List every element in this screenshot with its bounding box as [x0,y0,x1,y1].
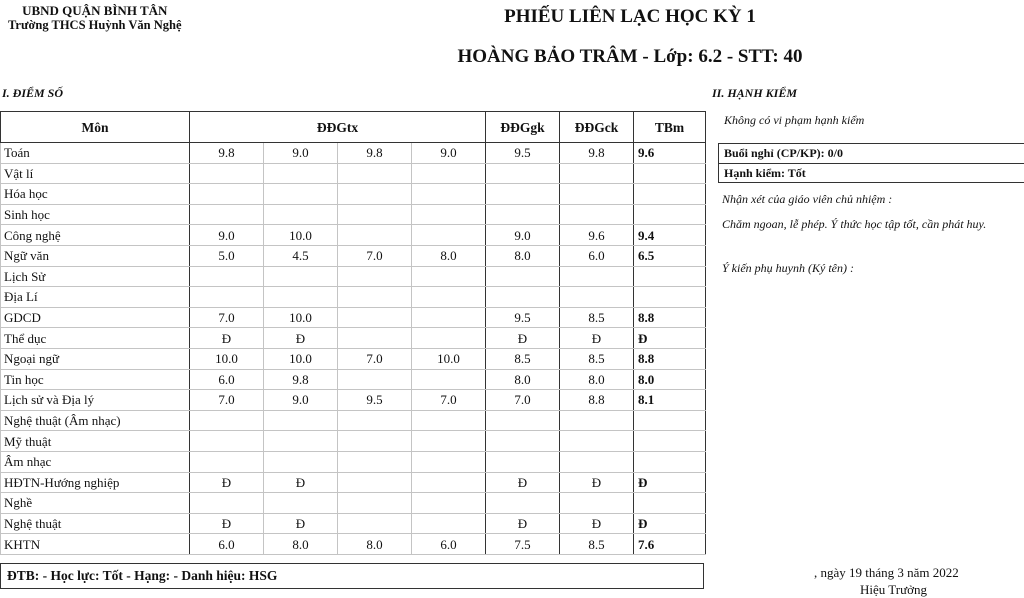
subject-name: KHTN [1,534,190,555]
table-row [1,493,706,514]
score-ddgtx [264,163,338,184]
score-ddgtx: 10.0 [412,348,486,369]
score-ddgtx [338,493,412,514]
header-ddggk: ĐĐGgk [486,112,560,143]
subject-name: GDCD [1,307,190,328]
table-row [1,143,706,164]
score-ddgck [560,266,634,287]
score-tbm [634,451,706,472]
score-ddgck [560,184,634,205]
score-ddgck [560,163,634,184]
score-ddgtx [338,369,412,390]
table-row [1,431,706,452]
score-ddgtx: 10.0 [264,307,338,328]
score-ddgtx [264,431,338,452]
table-row [1,184,706,205]
teacher-comment: Chăm ngoan, lễ phép. Ý thức học tập tốt, cần phát huy. [722,217,987,231]
score-ddgck: Đ [560,472,634,493]
score-tbm: 9.4 [634,225,706,246]
table-row [1,245,706,266]
subject-name: Công nghệ [1,225,190,246]
score-ddggk: 8.0 [486,245,560,266]
table-header-row [1,112,706,143]
score-ddgtx [412,184,486,205]
subject-name: Địa Lí [1,287,190,308]
score-ddggk [486,410,560,431]
score-tbm: 8.8 [634,348,706,369]
score-ddgtx [412,204,486,225]
score-ddgck: 9.6 [560,225,634,246]
table-row [1,204,706,225]
table-row [1,307,706,328]
score-ddgtx [338,410,412,431]
table-row [1,287,706,308]
score-ddgtx: 9.0 [264,143,338,164]
score-ddgtx [190,287,264,308]
header-ddgtx: ĐĐGtx [190,112,486,143]
teacher-comment-label: Nhận xét của giáo viên chủ nhiệm : [722,192,893,206]
score-ddgtx: 9.5 [338,390,412,411]
score-ddggk: 8.0 [486,369,560,390]
score-ddggk: Đ [486,328,560,349]
score-ddgtx [264,266,338,287]
score-ddgtx: 9.8 [190,143,264,164]
score-ddgtx [338,225,412,246]
score-ddggk: Đ [486,472,560,493]
score-ddgtx [338,204,412,225]
score-ddgtx [338,163,412,184]
score-ddggk: 9.5 [486,143,560,164]
score-ddgtx [412,328,486,349]
score-ddgtx [190,266,264,287]
score-ddgtx: 5.0 [190,245,264,266]
score-tbm [634,493,706,514]
school-name: Trường THCS Huỳnh Văn Nghệ [8,18,182,32]
subject-name: Thể dục [1,328,190,349]
score-ddgtx: 10.0 [264,348,338,369]
table-row [1,369,706,390]
table-row [1,266,706,287]
score-ddggk [486,431,560,452]
score-ddgtx [338,328,412,349]
score-ddgtx [338,266,412,287]
score-ddgtx: 7.0 [338,348,412,369]
score-tbm [634,410,706,431]
score-ddgtx [190,493,264,514]
score-ddgtx: Đ [264,513,338,534]
score-ddgtx [264,287,338,308]
score-ddgtx: 7.0 [190,307,264,328]
score-ddggk: 8.5 [486,348,560,369]
score-ddgck [560,451,634,472]
score-ddgtx [412,451,486,472]
score-ddgtx: Đ [264,472,338,493]
score-ddgck: 8.8 [560,390,634,411]
score-ddgtx: Đ [264,328,338,349]
score-ddgck: 9.8 [560,143,634,164]
score-ddggk [486,493,560,514]
score-ddgtx: 7.0 [412,390,486,411]
score-tbm: 8.8 [634,307,706,328]
table-row [1,513,706,534]
score-ddgtx [412,493,486,514]
score-ddgtx: 9.8 [338,143,412,164]
conduct-box [718,143,1024,183]
subject-name: Tin học [1,369,190,390]
score-ddgtx: 8.0 [264,534,338,555]
subject-name: Ngữ văn [1,245,190,266]
score-ddgtx [338,451,412,472]
score-tbm [634,287,706,308]
score-ddgtx [412,410,486,431]
score-tbm [634,204,706,225]
table-row [1,472,706,493]
score-tbm [634,431,706,452]
score-ddgck [560,410,634,431]
score-ddgtx [412,307,486,328]
score-ddgtx: 8.0 [338,534,412,555]
score-ddgtx: Đ [190,328,264,349]
score-ddgtx [264,184,338,205]
score-ddgtx: 6.0 [190,534,264,555]
score-ddgtx [412,287,486,308]
score-ddggk [486,163,560,184]
score-ddgtx: 10.0 [264,225,338,246]
score-ddgtx: 8.0 [412,245,486,266]
summary-box: ĐTB: - Học lực: Tốt - Hạng: - Danh hiệu: HSG [0,563,704,589]
subject-name: Toán [1,143,190,164]
subject-name: HĐTN-Hướng nghiệp [1,472,190,493]
score-ddgck [560,287,634,308]
table-row [1,410,706,431]
subject-name: Vật lí [1,163,190,184]
score-ddgtx: 9.8 [264,369,338,390]
parent-signature-label: Ý kiến phụ huynh (Ký tên) : [722,261,854,275]
section-grades-heading: I. ĐIỂM SỐ [2,86,64,100]
score-tbm: Đ [634,513,706,534]
subject-name: Lịch sử và Địa lý [1,390,190,411]
header-tbm: TBm [634,112,706,143]
score-tbm [634,163,706,184]
subject-name: Mỹ thuật [1,431,190,452]
score-ddgtx [264,493,338,514]
score-tbm [634,266,706,287]
score-ddgtx [338,431,412,452]
subject-name: Nghệ thuật [1,513,190,534]
table-row [1,163,706,184]
score-ddgtx [264,410,338,431]
score-ddgtx [190,184,264,205]
subject-name: Âm nhạc [1,451,190,472]
score-ddggk: 9.0 [486,225,560,246]
report-title: PHIẾU LIÊN LẠC HỌC KỲ 1 [504,6,756,27]
score-ddgck: 8.5 [560,307,634,328]
score-ddgtx: 6.0 [412,534,486,555]
score-ddgck [560,431,634,452]
table-row [1,328,706,349]
district-name: UBND QUẬN BÌNH TÂN [22,3,168,18]
score-ddgtx: 10.0 [190,348,264,369]
student-info: HOÀNG BẢO TRÂM - Lớp: 6.2 - STT: 40 [457,46,803,67]
subject-name: Nghề [1,493,190,514]
table-row [1,534,706,555]
score-tbm: 8.1 [634,390,706,411]
score-ddgck: 6.0 [560,245,634,266]
conduct-rating: Hạnh kiểm: Tốt [719,163,1024,183]
score-ddgtx [412,225,486,246]
score-tbm: 6.5 [634,245,706,266]
score-ddgck: Đ [560,513,634,534]
score-ddgtx: 9.0 [190,225,264,246]
score-ddgck [560,493,634,514]
section-conduct-heading: II. HẠNH KIỂM [712,86,798,100]
score-tbm: Đ [634,328,706,349]
score-ddggk: 7.5 [486,534,560,555]
score-ddgtx [412,513,486,534]
score-tbm: 7.6 [634,534,706,555]
score-ddgtx: 7.0 [190,390,264,411]
score-ddgtx [190,410,264,431]
subject-name: Hóa học [1,184,190,205]
score-ddgtx [338,307,412,328]
score-ddgtx: Đ [190,472,264,493]
score-ddgtx: 7.0 [338,245,412,266]
score-ddgtx [338,184,412,205]
score-ddggk [486,266,560,287]
score-ddgtx: 9.0 [264,390,338,411]
table-row [1,390,706,411]
score-ddgtx [338,513,412,534]
header-ddgck: ĐĐGck [560,112,634,143]
score-ddggk: 7.0 [486,390,560,411]
score-ddgtx [412,431,486,452]
score-ddgtx [190,431,264,452]
score-ddgtx [264,451,338,472]
score-ddgtx [338,472,412,493]
score-ddgtx [190,204,264,225]
score-ddggk [486,451,560,472]
score-ddgtx: 4.5 [264,245,338,266]
score-tbm: 8.0 [634,369,706,390]
header-subject: Môn [1,112,190,143]
score-ddgck [560,204,634,225]
table-row [1,451,706,472]
conduct-note: Không có vi phạm hạnh kiểm [724,113,865,127]
score-ddgtx [412,472,486,493]
table-row [1,225,706,246]
score-tbm [634,184,706,205]
subject-name: Ngoại ngữ [1,348,190,369]
score-ddgtx: Đ [190,513,264,534]
score-ddgtx [412,266,486,287]
score-ddgck: 8.5 [560,348,634,369]
score-ddgtx [264,204,338,225]
score-ddggk [486,287,560,308]
grades-table [0,111,706,555]
date-line: , ngày 19 tháng 3 năm 2022 [814,565,959,580]
score-tbm: Đ [634,472,706,493]
score-ddggk [486,204,560,225]
score-ddgtx [412,369,486,390]
score-ddggk: 9.5 [486,307,560,328]
score-tbm: 9.6 [634,143,706,164]
score-ddgtx [190,163,264,184]
subject-name: Lịch Sử [1,266,190,287]
subject-name: Nghệ thuật (Âm nhạc) [1,410,190,431]
score-ddgck: 8.0 [560,369,634,390]
score-ddgck: 8.5 [560,534,634,555]
score-ddgtx [412,163,486,184]
principal-label: Hiệu Trưởng [860,582,928,597]
subject-name: Sinh học [1,204,190,225]
score-ddgtx: 9.0 [412,143,486,164]
score-ddggk: Đ [486,513,560,534]
school-header [8,4,182,32]
score-ddgtx [338,287,412,308]
score-ddgck: Đ [560,328,634,349]
score-ddgtx [190,451,264,472]
score-ddggk [486,184,560,205]
table-row [1,348,706,369]
score-ddgtx: 6.0 [190,369,264,390]
absence-count: Buổi nghỉ (CP/KP): 0/0 [724,146,844,160]
